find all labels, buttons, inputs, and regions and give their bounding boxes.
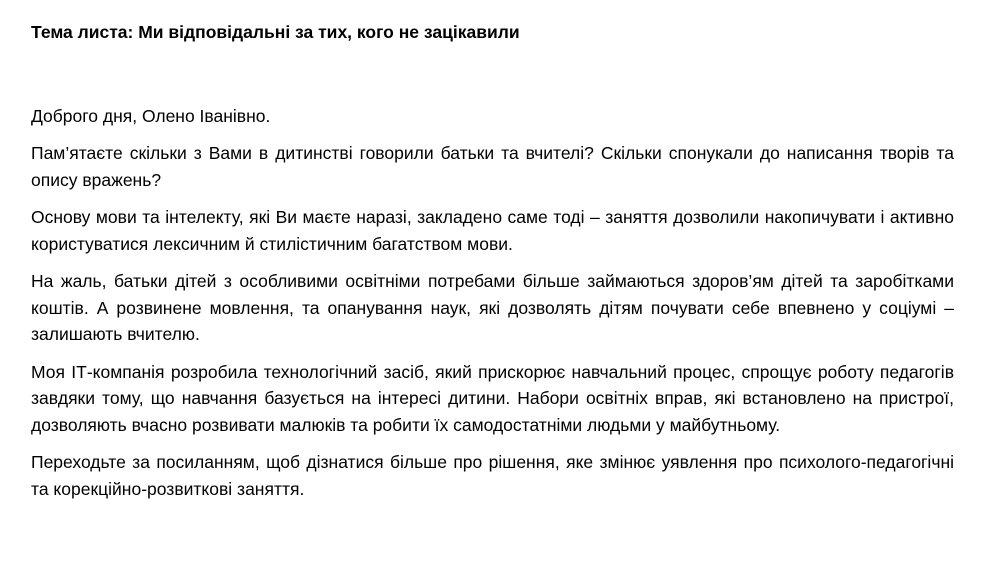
paragraph-call-to-action: Переходьте за посиланням, щоб дізнатися більше про рішення, яке змінює уявлення про психолого-педагогічні та корекційно-розвиткові заняття. [31,452,954,499]
email-document [31,0,954,502]
email-greeting: Доброго дня, Олено Іванівно. [31,106,271,126]
paragraph-special-needs: На жаль, батьки дітей з особливими освітніми потребами більше займаються здоров’ям дітей та заробітками коштів. А розвинене мовлення, та опанування наук, які дозволять дітям почувати себе впевнено у соціумі – залишають вчителю. [31,271,954,344]
paragraph-memories: Пам’ятаєте скільки з Вами в дитинстві говорили батьки та вчителі? Скільки спонукали до написання творів та опису вражень? [31,143,954,190]
paragraph-foundation: Основу мови та інтелекту, які Ви маєте наразі, закладено саме тоді – заняття дозволили накопичувати і активно користуватися лексичним й стилістичним багатством мови. [31,207,954,254]
email-subject: Тема листа: Ми відповідальні за тих, кого не зацікавили [31,22,520,42]
paragraph-it-company: Моя ІТ-компанія розробила технологічний засіб, який прискорює навчальний процес, спрощує роботу педагогів завдяки тому, що навчання базується на інтересі дитини. Набори освітніх вправ, які встановлено на пристрої, дозволяють вчасно розвивати малюків та робити їх самодостатніми людьми у майбутньому. [31,361,954,435]
